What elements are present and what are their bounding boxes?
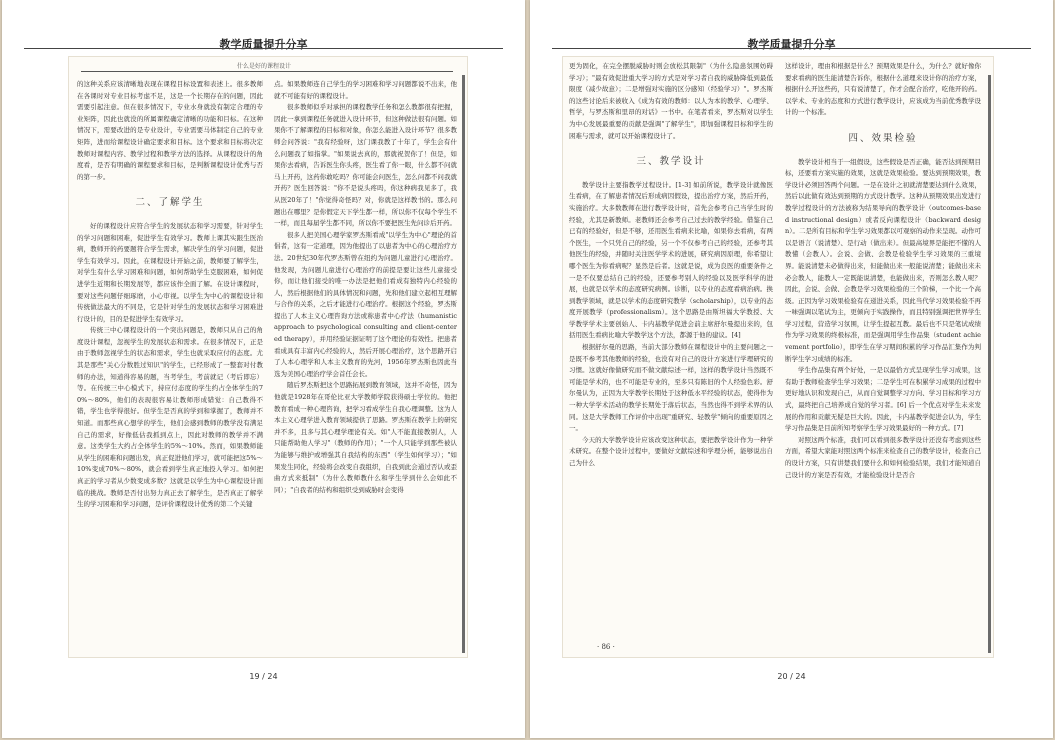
page-header-title: 教学质量提升分享 (747, 38, 836, 51)
text-column-right (274, 79, 457, 653)
header-divider (24, 48, 503, 49)
pdf-page-left (2, 0, 525, 738)
section-heading: 二、了解学生 (135, 197, 205, 209)
page-number-indicator: 19 / 24 (249, 672, 278, 681)
printed-page-number: · 86 · (597, 643, 615, 651)
paragraph: 好的课程设计应符合学生的发展状态和学习需要，针对学生的学习问题和困难，促进学生有效学习。教师上课其实跟生医治病，教师开的药要题符合学生需求，解决学生的学习问题，促进学生有效学习。因此，在课程设计开始之前，教师要了解学生，对学生有什么学习困难和问题，如何帮助学生克服困难，如何促进学生近期和长期发展等，都应该作全面了解。在设计课程时，要对这些问题仔细琢磨，小心审视。以学生为中心的课程设计和传统做法最大的不同是，它是针对学生的发展状态和学习困难进行设计的，目的是促进学生有效学习。 (77, 221, 263, 323)
paragraph: 很多人把美国心理学家罗杰斯看成"以学生为中心"理论的首倡者，这有一定道理，因为他提出了以患者为中心的心理治疗方法。20世纪30年代罗杰斯曾在纽约为问题儿童进行心理治疗。他发现，为问题儿童进行心理治疗的前提是要让这些儿童接受你，而让他们接受的唯一办法是把他们看成有独特内心经验的人，然后根据他们的具体情况和问题，先和他们建立起相互理解与合作的关系，之后才能进行心理治疗。根据这个经验，罗杰斯提出了人本主义心理咨询方法或称患者中心疗法（humanistic approach to psychological consulting and client-centered therapy），并用经验证据证明了这个理论的有效性。把患者看成具有丰富内心经验的人，然后开展心理治疗，这个思路开启了人本心理学和人本主义教育的先河，1956年罗杰斯也因此当选为美国心理治疗学会首任会长。 (274, 230, 457, 378)
paragraph: 教学设计相当于一组假设，这些假设是否正确，能否达到预期目标，还要看方案实施的效果，这就是效果检验。要达到预期效果，教学设计必须回答两个问题。一是在设计之初就清楚要达到什么效果，然后以此做有效达到预期的方式设计教学。这种从预期效果出发进行教学过程设计的方法被称为结果导向的教学设计（outcomes-based instructional design）或者反向课程设计（backward design）。二是所有目标和学生学习效果都以可观察的动作来呈现。动作可以是语言（说清楚）、是行动（做出来）。但最高境界是能把不懂的人教懂（会教人）。会说、会做、会教是检验学生学习效果的三重境界。能说清楚未必做得出来，但能做出来一般能说清楚；能做出来未必会教人，能教人一定既能说清楚，也能做出来，否则怎么教人呢？因此，会说、会做、会教是学习效果检验的三个阶梯，一个比一个高级。正因为学习效果检验有在递进关系，因此当代学习效果检验不再一味强调以笔试为主，更倾向于实践操作，而且特别强调把世界学生学习过程，营造学习氛围，让学生提起互教。最后也不只是笔试成绩作为学习效果的终极标准，而是强调用学生作品集（student achievement portfolio），即学生在学习期间积累的学习作品汇集作为判断学生学习成绩的标准。 (785, 157, 981, 363)
page-number-indicator: 20 / 24 (777, 672, 806, 681)
section-heading: 四、效果检验 (848, 132, 918, 144)
text-column-right (785, 61, 981, 651)
pdf-page-right (530, 0, 1053, 738)
paragraph: 根据舒尔曼的思路，当前大部分教师在课程设计中的主要问题之一是既不参考其他教师的经验，也没有对自己的设计方案进行学理研究的习惯。这就好像做研究而不做文献综述一样，这样的教学设计当然既不可能是学术的，也不可能是专业的，至多只有陈旧的个人经验色彩。舒尔曼认为，正因为大学教学长期处于这种低水平经验的状态，使得作为一种大学学术活动的教学长期处于落后状态，当然也得不到学术界的认同。这是大学教师工作评价中出现"重研究、轻教学"倾向的重要原因之一。 (569, 343, 773, 433)
margin-bar (988, 75, 991, 653)
margin-bar (462, 75, 465, 653)
scanned-page-image (68, 56, 468, 658)
header-divider (552, 48, 1031, 49)
paragraph: 学生作品集有两个好处，一是以最恰方式呈现学生学习成果，这有助于教师检查学生学习效果；二是学生可在积累学习成果的过程中更好地认识和发现自己，从而自觉调整学习方向、学习目标和学习方式，最终把自己培养成自觉的学习者。[6] 后一个优点对学生未来发展的作用和贡献无疑是巨大的。因此，卡内基教学促进会认为，学生学习作品集是目前所知考察学生学习效果最好的一种方式。[7] (785, 366, 981, 433)
running-head-rule (81, 71, 453, 72)
text-column-left (569, 61, 773, 651)
page-header-title: 教学质量提升分享 (219, 38, 308, 51)
paragraph: 今天的大学教学设计应该改变这种状态，要把教学设计作为一种学术研究。在整个设计过程中，要做好文献综述和学理分析，能够说出自己为什么 (569, 435, 773, 467)
running-head: 什么是好的课程设计 (236, 63, 291, 70)
paragraph: 很多教师似乎对承担的课程教学任务和怎么教都很有把握，因此一拿到课程任务就进入设计环节，但这种做法很有问题。如果你不了解课程的目标和对象，你怎么能进入设计环节？很多教师会问答说："我有经验呀，这门课我教了十年了，学生会有什么问题我了如指掌。"如果说去真的，那就祝贺你了！但是，如果你去看病，告诉医生你头疼，医生看了你一眼，什么都不问就马上开药，这药你敢吃吗？你可能会问医生，怎么问都不问我就开药？医生回答说："你不是说头疼吗，你这种病我见多了，我从医20年了！"你觉得奇怪吗？对，你就是这样教书的。那么问题出在哪里？是你假定天下学生都一样，所以你不仅每个学生不一样，而且每届学生都不同，所以你不要把医生先问诊后开药。 (274, 103, 457, 228)
paragraph: 教学设计主要指教学过程设计。[1-3] 如前所说，教学设计就像医生看病，在了解患者情况后形成病因假设，提出治疗方案，然后开药，实施治疗。大多数教师在进行教学设计时，首先会参考自己当学生时的经验，尤其是新教师。老教师还会参考自己过去的教学经验。借鉴自己已有的经验好，但是不够，还用医生看病来比喻，如果你去看病，有两个医生，一个只凭自己的经验，另一个不仅参考自己的经验，还参考其他医生的经验，并随时关注医学学术的进展，研究病因原理，你希望让哪个医生为你看病呢？显然是后者。这就是说，成为良医的重要条件之一是不仅要总结自己的经验，还要参考别人的经验以及医学科学的进展，也就是以学术的态度研究病例。诊断，以专业的态度看病治病。换到教学领域，就是以学术的态度研究教学（scholarship），以专业的态度开展教学（professionalism）。这个思路是由斯坦福大学教授、大学教学学术主要创始人、卡内基教学促进会前主席舒尔曼提出来的，包括用医生看病比喻大学教学这个方法，都源于他的建议。[4] (569, 180, 773, 340)
scanned-page-image (562, 56, 994, 658)
paragraph: 更为固化，在完全摆脱威胁时则会放松其限制"（为什么隐患氛围妨碍学习）；"最有效促进重大学习的方式是对学习者自我的威胁降低到最低限度（减少故意）；二是增强对实施的区分感知（经验学习）"。罗杰斯的这些讨论后来被收入《成为有效的教师：以人为本的教学、心理学、哲学，与罗杰斯和里昂的对话》一书中。在笔者看来，罗杰斯对以学生为中心发展最重要的贡献是强调"了解学生"，即加强课程目标和学生的困难与需求，就可以开始课程设计了。 (569, 62, 773, 140)
paragraph: 对照这两个标准，我们可以看到很多教学设计还没有考虑到这些方面，希望大家能对照这两个标准来检查自己的教学设计，检查自己的设计方案，只有讲楚我们要什么和如何检验结果，我们才能知道自己设计的方案是否有效，才能检验设计是否合 (785, 435, 981, 479)
text-column-left (77, 79, 263, 653)
paragraph: 这样设计，理由和根据是什么？预期效果是什么，为什么？就好像你要求看病的医生能清楚告诉你，根据什么道理来设计你的治疗方案，根据什么开这些药，只有说清楚了，作才会配合治疗，吃他开的药。以学术、专业的态度和方式进行教学设计，应该成为当前优秀教学设计的一个标准。 (785, 62, 981, 117)
paragraph: 的这种关系应该清晰地表现在课程目标设置和表述上。很多教师在各课时对专业目标考虑不足，这是一个长期存在的问题，因此需要引起注意。但在很多情况下，专业水身就没有制定合理的专业矩阵，因此也就没的所属课程确定清晰的功能和目标。在这种情况下，需要改进的是专业设计，专业需要马体制定自己的专业矩阵，进而给课程设计确定要求和目标。这个要求和目标将决定教师对课程内容、教学过程和教学方法的选择。从课程设计的角度看，是否有明确的课程要求和目标，是判断课程设计优秀与否的第一步。 (77, 80, 263, 181)
paragraph: 随后罗杰斯把这个思路拓展到教育领域，这并不奇怪，因为他就是1928年在哥伦比亚大学教师学院获得硕士学位的。他把教育看成一种心理咨询，把学习看成学生自我心理调整。这为人本主义心理学进入教育领域提供了思路。罗杰斯在教学上的研究并不多，且多与其心理学理论有关。如"人不能直接教别人，人只能帮助他人学习"（教师的作用）；"一个人只能学到那些被认为能够与维护或增强其自我结构的东西"（学生如何学习）；"如果发生同化，经验将会改变自我组织，自我到此会通过否认或歪曲方式来抵制"（为什么教师教什么和学生学到什么会如此不同）；"自我者的结构和组织受到威胁时会变得 (274, 381, 457, 494)
paragraph: 点。如果教师连自己学生的学习困难和学习问题都说不出来，他就不可能有好的课程设计。 (274, 80, 457, 100)
section-heading: 三、教学设计 (636, 156, 706, 168)
paragraph: 传统三中心课程设计的一个突出问题是，教师只从自己的角度设计课程，忽视学生的发展状态和需求。在很多情况下，正是由于教师忽视学生的状态和需求，学生也就采取应付的态度。尤其是那些"关心分数胜过知识"的学生，已经形成了一整套对付教师的办法，知道得容易的题，当考学生，考前就记（考后即忘）等。在传统三中心模式下，持应付态度的学生约占全体学生的70%～80%，他们的表现很容易让教师形成错觉：自己教得不错，学生也学得很好。但学生是否真的学到和掌握了，教师并不知道。而那些真心想学的学生，他们会感到教师的教学没有满足自己的需求，好像低估我抓到点上，因此对教师的教学并不满意。这类学生大约占全体学生的5%～10%。然而，如果教师能从学生的困难和问题出发，真正促进他们学习，就可能把这5%～10%变成70%～80%，就会看到学生真正地投入学习。如何把真正的学习者从少数变成多数？这就是以学生为中心课程设计面临的挑战。教师是否付出努力真正去了解学生，是否真正了解学生的学习困难和学习问题，是评价课程设计优秀的第二个关键 (77, 326, 263, 509)
